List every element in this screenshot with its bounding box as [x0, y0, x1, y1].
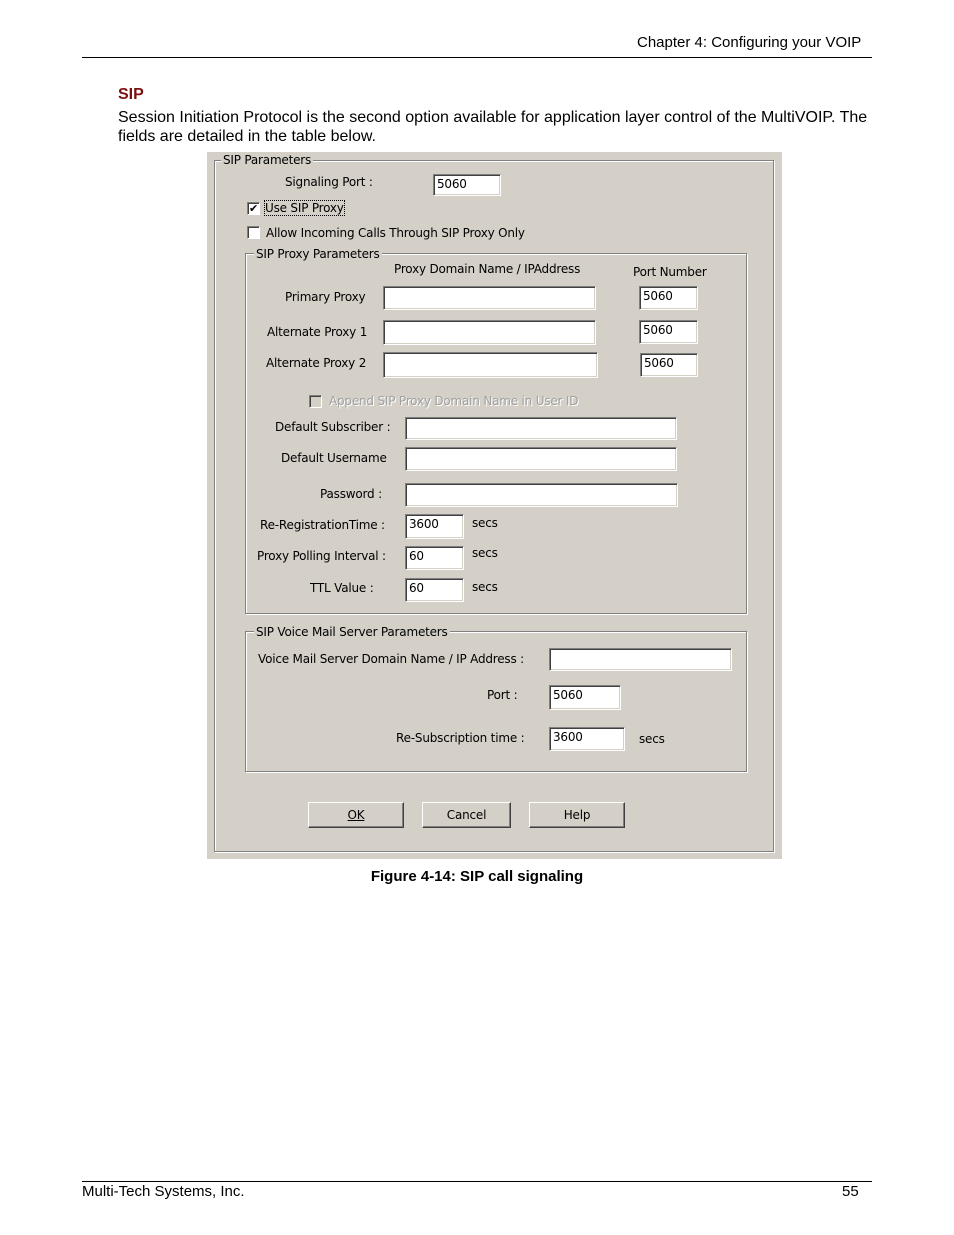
allow-incoming-checkbox[interactable] — [247, 226, 260, 239]
alternate-proxy-1-port-input[interactable]: 5060 — [639, 320, 698, 344]
re-subscription-time-input[interactable]: 3600 — [549, 727, 625, 751]
password-label: Password : — [320, 487, 382, 501]
sip-parameters-legend: SIP Parameters — [223, 153, 312, 167]
primary-proxy-domain-input[interactable] — [383, 286, 596, 310]
voice-mail-port-label: Port : — [487, 688, 518, 702]
footer-rule — [82, 1181, 872, 1182]
ok-button-label: OK — [347, 808, 365, 822]
signaling-port-label: Signaling Port : — [285, 175, 373, 189]
help-button-label: Help — [563, 808, 591, 822]
port-number-column-header: Port Number — [633, 265, 707, 279]
cancel-button[interactable] — [422, 802, 511, 828]
sip-voice-mail-legend: SIP Voice Mail Server Parameters — [256, 625, 448, 639]
chapter-header: Chapter 4: Configuring your VOIP — [637, 34, 862, 51]
append-domain-label[interactable]: Append SIP Proxy Domain Name in User ID — [329, 394, 579, 408]
primary-proxy-label: Primary Proxy — [285, 290, 366, 304]
re-registration-secs-label: secs — [472, 516, 498, 530]
figure-caption: Figure 4-14: SIP call signaling — [370, 868, 584, 885]
intro-line-2: fields are detailed in the table below. — [118, 128, 376, 145]
sip-proxy-parameters-legend: SIP Proxy Parameters — [256, 247, 380, 261]
use-sip-proxy-label[interactable]: Use SIP Proxy — [265, 201, 344, 215]
ok-button[interactable] — [308, 802, 404, 828]
alternate-proxy-2-domain-input[interactable] — [383, 352, 598, 378]
voice-mail-domain-input[interactable] — [549, 648, 732, 671]
proxy-polling-interval-input[interactable]: 60 — [405, 546, 464, 570]
re-subscription-time-label: Re-Subscription time : — [396, 731, 525, 745]
alternate-proxy-1-label: Alternate Proxy 1 — [267, 325, 368, 339]
proxy-polling-secs-label: secs — [472, 546, 498, 560]
page-number: 55 — [842, 1183, 859, 1200]
primary-proxy-port-input[interactable]: 5060 — [639, 286, 698, 310]
help-button[interactable] — [529, 802, 625, 828]
footer-company: Multi-Tech Systems, Inc. — [82, 1183, 245, 1200]
allow-incoming-label[interactable]: Allow Incoming Calls Through SIP Proxy Only — [266, 226, 525, 240]
use-sip-proxy-checkbox[interactable]: ✔ — [248, 202, 259, 215]
re-registration-time-input[interactable]: 3600 — [405, 514, 464, 539]
voice-mail-domain-label: Voice Mail Server Domain Name / IP Address : — [258, 652, 524, 666]
header-rule — [82, 57, 872, 58]
re-subscription-secs-label: secs — [639, 732, 665, 746]
sip-settings-dialog — [207, 152, 782, 859]
ttl-secs-label: secs — [472, 580, 498, 594]
default-username-input[interactable] — [405, 447, 677, 471]
intro-line-1: Session Initiation Protocol is the second option available for application layer control of the MultiVOIP. The — [118, 109, 868, 126]
append-domain-checkbox[interactable] — [309, 395, 322, 408]
section-intro — [118, 108, 878, 146]
section-title: SIP — [118, 86, 144, 103]
voice-mail-port-input[interactable]: 5060 — [549, 685, 621, 710]
alternate-proxy-1-domain-input[interactable] — [383, 320, 596, 345]
default-subscriber-input[interactable] — [405, 417, 677, 440]
password-input[interactable] — [405, 483, 678, 507]
re-registration-time-label: Re-RegistrationTime : — [260, 518, 385, 532]
cancel-button-label: Cancel — [446, 808, 487, 822]
default-username-label: Default Username — [281, 451, 387, 465]
alternate-proxy-2-label: Alternate Proxy 2 — [266, 356, 367, 370]
ttl-value-label: TTL Value : — [310, 581, 374, 595]
proxy-domain-column-header: Proxy Domain Name / IPAddress — [394, 262, 581, 276]
proxy-polling-interval-label: Proxy Polling Interval : — [257, 549, 386, 563]
ttl-value-input[interactable]: 60 — [405, 578, 464, 602]
signaling-port-input[interactable]: 5060 — [433, 174, 501, 196]
alternate-proxy-2-port-input[interactable]: 5060 — [640, 353, 698, 377]
default-subscriber-label: Default Subscriber : — [275, 420, 391, 434]
